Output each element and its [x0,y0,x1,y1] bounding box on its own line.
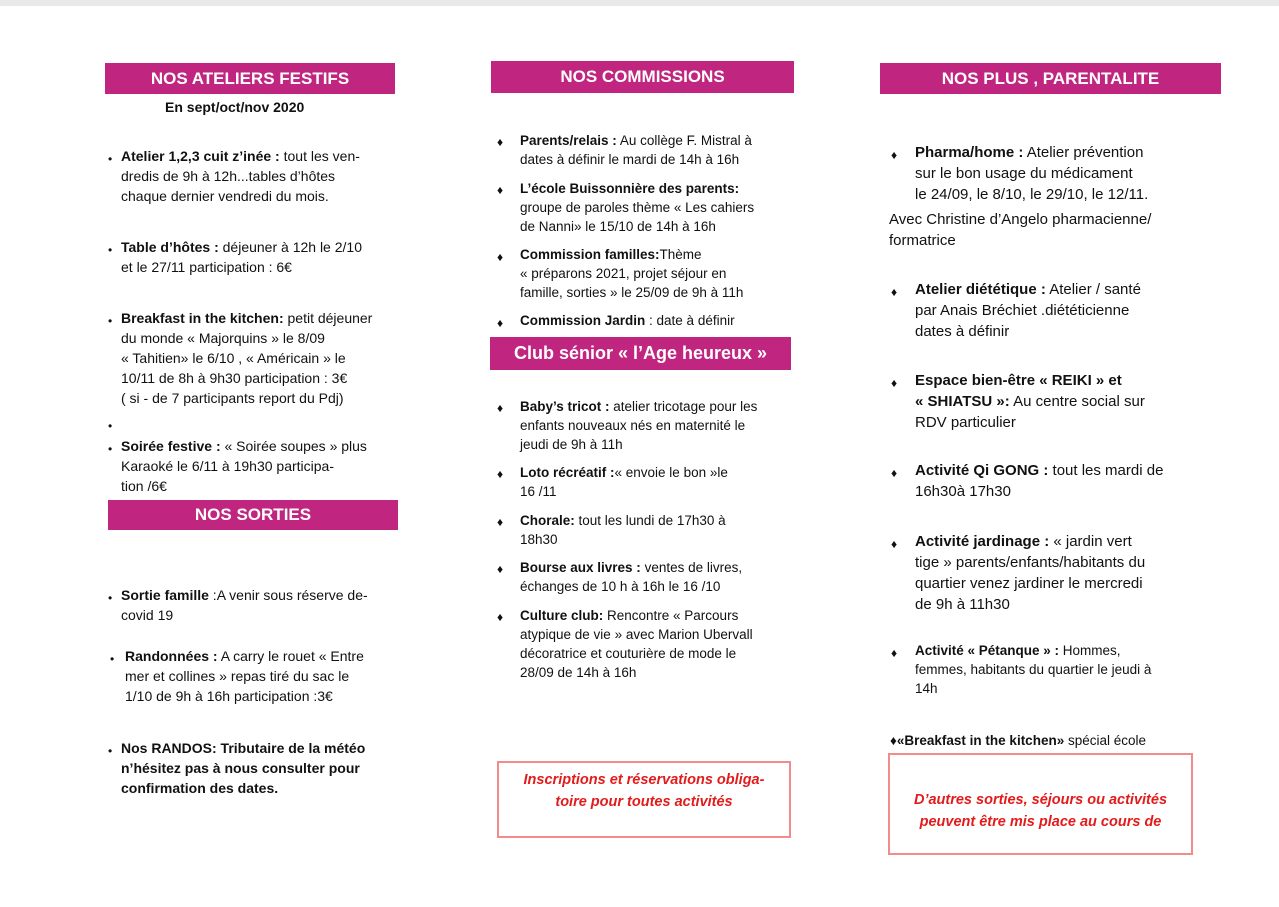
item-label: Activité Qi GONG : [915,462,1049,479]
item-label: Espace bien-être « REIKI » et « SHIATSU »: [915,372,1122,410]
sortie-item-randos [121,738,396,798]
diamond-bullet-icon: ♦ [891,376,898,390]
inscriptions-box [497,761,791,838]
commission-item-ecole [520,179,790,236]
plus-item-dietetique [915,279,1195,342]
club-senior-header [490,337,791,370]
commissions-title: NOS COMMISSIONS [560,67,725,86]
bullet-dot: • [108,314,113,328]
sorties-title: NOS SORTIES [194,505,312,524]
diamond-bullet-icon: ♦ [497,610,504,624]
item-text: tout les mardi de 16h30à 17h30 [915,462,1164,500]
festifs-header [105,63,395,94]
bullet-dot: • [108,243,113,257]
plus-item-pharma [915,142,1195,205]
club-item-chorale [520,511,790,549]
item-label: Sortie famille [121,587,209,603]
diamond-bullet-icon: ♦ [497,401,504,415]
festifs-item-breakfast [121,308,396,408]
sortie-item-randonnees [125,646,395,706]
inscriptions-text: Inscriptions et réservations obliga- toire pour toutes activités [523,772,765,810]
item-text: Atelier prévention sur le bon usage du médicament le 24/09, le 8/10, le 29/10, le 12/11. [915,144,1149,203]
item-text: Au centre social sur RDV particulier [915,393,1145,431]
parentalite-header [880,63,1221,94]
parentalite-title: NOS PLUS , PARENTALITE [941,68,1160,88]
plus-item-breakfast-ecole [890,731,1200,750]
club-item-tricot [520,397,790,454]
plus-item-qigong [915,460,1195,502]
item-label: L’école Buissonnière des parents: [520,181,740,196]
festifs-title: NOS ATELIERS FESTIFS [150,68,350,88]
plus-item-bien-etre [915,370,1195,433]
diamond-bullet-icon: ♦ [891,148,898,162]
item-text: groupe de paroles thème « Les cahiers de Nanni» le 15/10 de 14h à 16h [520,200,755,234]
item-text: « jardin vert tige » parents/enfants/habitants du quartier venez jardiner le mercredi de 9h à 11h30 [915,533,1146,613]
item-label: Bourse aux livres : [520,560,641,575]
item-text: « envoie le bon »le 16 /11 [520,465,728,499]
item-label: ♦«Breakfast in the kitchen» [890,733,1065,748]
commission-item-parents [520,131,790,169]
item-label: Breakfast in the kitchen: [121,310,284,326]
item-label: Nos RANDOS: Tributaire de la météo n’hésitez pas à nous consulter pour confirmation des dates. [121,740,366,796]
item-label: Loto récréatif : [520,465,615,480]
plus-item-petanque [915,641,1195,698]
diamond-bullet-icon: ♦ [497,135,504,149]
item-label: Pharma/home : [915,144,1024,161]
item-text: Atelier / santé par Anais Bréchiet .diététicienne dates à définir [915,281,1141,340]
commissions-header [491,61,794,93]
autres-sorties-text: D’autres sorties, séjours ou activités peuvent être mis place au cours de [913,792,1168,830]
diamond-bullet-icon: ♦ [497,515,504,529]
pharma-note: Avec Christine d’Angelo pharmacienne/ formatrice [889,211,1152,249]
item-label: Culture club: [520,608,604,623]
diamond-bullet-icon: ♦ [497,316,504,330]
sorties-header [108,500,398,530]
bullet-dot: • [108,744,113,758]
bullet-dot: • [110,652,115,666]
diamond-bullet-icon: ♦ [497,467,504,481]
item-label: Commission Jardin [520,313,646,328]
bullet-dot: • [108,152,113,166]
item-text: ventes de livres, échanges de 10 h à 16h le 16 /10 [520,560,743,594]
item-label: Activité « Pétanque » : [915,643,1060,658]
diamond-bullet-icon: ♦ [891,466,898,480]
item-label: Table d’hôtes : [121,239,219,255]
item-text: atelier tricotage pour les enfants nouveaux nés en maternité le jeudi de 9h à 11h [520,399,758,452]
item-text: A carry le rouet « Entre mer et collines » repas tiré du sac le 1/10 de 9h à 16h participation :3€ [125,648,364,704]
item-label: Parents/relais : [520,133,617,148]
diamond-bullet-icon: ♦ [891,285,898,299]
club-item-culture [520,606,790,682]
festifs-item-atelier [121,146,391,206]
item-label: Atelier 1,2,3 cuit z’inée : [121,148,280,164]
item-label: Commission familles: [520,247,660,262]
sortie-item-famille [121,585,391,625]
item-text: spécial école [1064,733,1147,748]
item-text: Hommes, femmes, habitants du quartier le jeudi à 14h [915,643,1152,696]
festifs-item-soiree [121,436,391,496]
item-text: Thème « préparons 2021, projet séjour en famille, sorties » le 25/09 de 9h à 11h [520,247,744,300]
item-text: Rencontre « Parcours atypique de vie » avec Marion Ubervall décoratrice et couturière de mode le 28/09 de 14h à 16h [520,608,753,680]
bullet-dot: • [108,419,113,433]
item-label: Atelier diététique : [915,281,1046,298]
item-text: déjeuner à 12h le 2/10 et le 27/11 participation : 6€ [121,239,362,275]
item-text: :A venir sous réserve de- covid 19 [121,587,368,623]
festifs-subtitle: En sept/oct/nov 2020 [165,99,305,115]
club-item-loto [520,463,790,501]
autres-sorties-box [888,753,1193,855]
diamond-bullet-icon: ♦ [891,537,898,551]
commission-item-familles [520,245,790,302]
plus-item-jardinage [915,531,1195,615]
item-label: Chorale: [520,513,575,528]
item-text: Au collège F. Mistral à dates à définir le mardi de 14h à 16h [520,133,752,167]
diamond-bullet-icon: ♦ [497,250,504,264]
item-label: Baby’s tricot : [520,399,610,414]
item-label: Soirée festive : [121,438,221,454]
bullet-dot: • [108,591,113,605]
diamond-bullet-icon: ♦ [497,562,504,576]
item-label: Randonnées : [125,648,218,664]
club-item-bourse [520,558,790,596]
bullet-dot: • [108,442,113,456]
top-bar [0,0,1279,6]
commission-item-jardin [520,311,790,330]
item-text: tout les lundi de 17h30 à 18h30 [520,513,726,547]
item-text: « Soirée soupes » plus Karaoké le 6/11 à 19h30 participa- tion /6€ [121,438,367,494]
item-label: Activité jardinage : [915,533,1050,550]
festifs-item-table [121,237,391,277]
item-text: : date à définir [645,313,735,328]
item-text: tout les ven- dredis de 9h à 12h...tables d’hôtes chaque dernier vendredi du mois. [121,148,360,204]
diamond-bullet-icon: ♦ [891,646,898,660]
item-text: petit déjeuner du monde « Majorquins » le 8/09 « Tahitien» le 6/10 , « Américain » le 10/11 de 8h à 9h30 participation : 3€ ( si - de 7 participants report du Pdj) [121,310,373,406]
club-senior-title: Club sénior « l’Age heureux » [513,343,768,363]
diamond-bullet-icon: ♦ [497,183,504,197]
